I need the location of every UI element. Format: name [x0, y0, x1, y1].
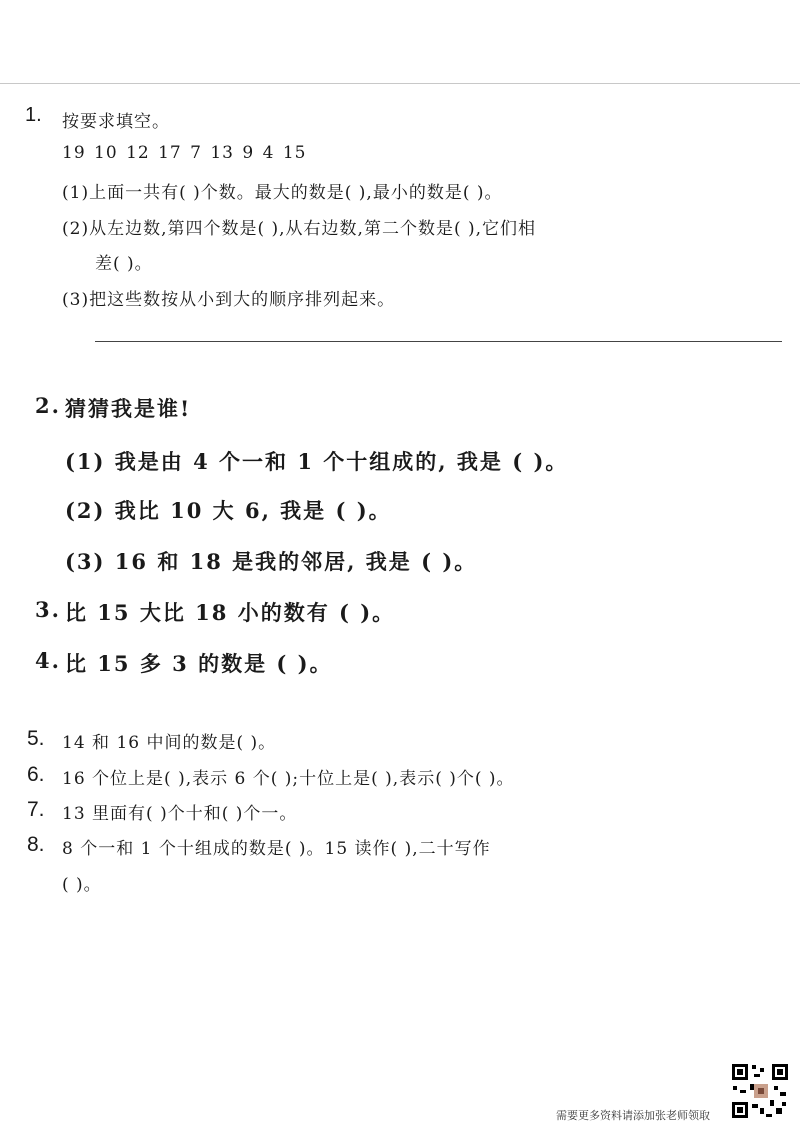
- question-7-text: 13 里面有( )个十和( )个一。: [62, 804, 298, 824]
- question-2-number: 2.: [35, 393, 61, 418]
- question-8-text: 8 个一和 1 个十组成的数是( )。15 读作( ),二十写作: [62, 839, 491, 859]
- question-5-text: 14 和 16 中间的数是( )。: [62, 733, 277, 753]
- question-8-number: 8.: [27, 833, 45, 856]
- question-3-number: 3.: [35, 597, 61, 622]
- question-1-number: 1.: [25, 104, 42, 126]
- question-1-part-3: (3)把这些数按从小到大的顺序排列起来。: [62, 290, 396, 310]
- question-2-part-1: (1) 我是由 4 个一和 1 个十组成的, 我是 ( )。: [65, 449, 569, 474]
- question-7-number: 7.: [27, 798, 45, 821]
- question-2-title: 猜猜我是谁!: [65, 396, 192, 421]
- question-1-part-2: (2)从左边数,第四个数是( ),从右边数,第二个数是( ),它们相: [62, 219, 537, 239]
- question-1-part-1: (1)上面一共有( )个数。最大的数是( ),最小的数是( )。: [62, 183, 503, 203]
- question-8-text-cont: ( )。: [62, 875, 102, 895]
- answer-line: [95, 341, 782, 342]
- question-1-numbers: 19 10 12 17 7 13 9 4 15: [62, 143, 307, 163]
- question-5-number: 5.: [27, 727, 45, 750]
- question-2-part-3: (3) 16 和 18 是我的邻居, 我是 ( )。: [65, 549, 478, 574]
- question-1-title: 按要求填空。: [62, 112, 170, 132]
- question-6-number: 6.: [27, 763, 45, 786]
- top-divider: [0, 83, 800, 84]
- question-3-text: 比 15 大比 18 小的数有 ( )。: [65, 600, 396, 625]
- qr-code-icon: [730, 1062, 790, 1120]
- question-4-text: 比 15 多 3 的数是 ( )。: [65, 651, 333, 676]
- question-6-text: 16 个位上是( ),表示 6 个( );十位上是( ),表示( )个( )。: [62, 769, 515, 789]
- question-1-part-2-cont: 差( )。: [95, 254, 153, 274]
- question-2-part-2: (2) 我比 10 大 6, 我是 ( )。: [65, 498, 392, 523]
- question-4-number: 4.: [35, 648, 61, 673]
- footer-note: 需要更多资料请添加张老师领取: [556, 1109, 710, 1122]
